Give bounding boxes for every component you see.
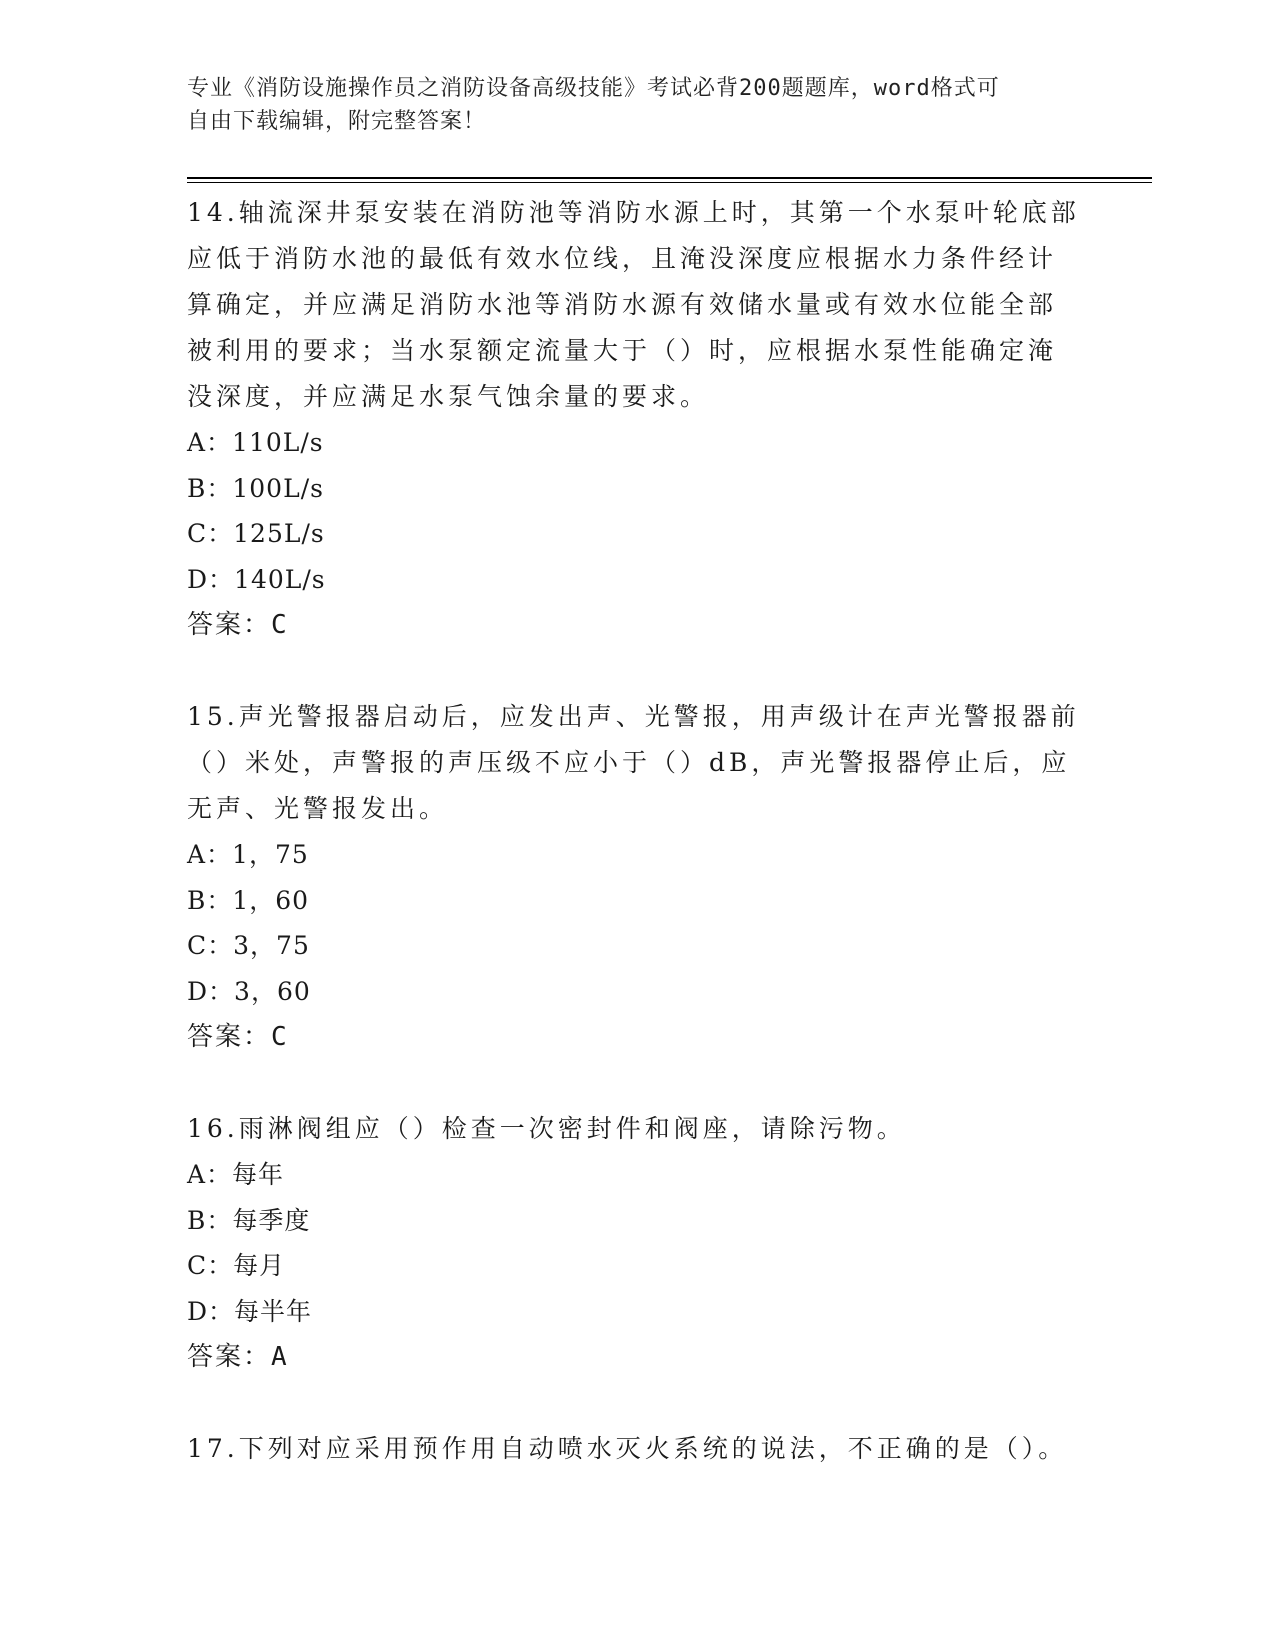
question-stem-line: （）米处，声警报的声压级不应小于（）dB，声光警报器停止后，应	[187, 748, 1071, 777]
question-spacer	[187, 1060, 1087, 1106]
question-stem-line: 17.下列对应采用预作用自动喷水灭火系统的说法，不正确的是（）。	[187, 1434, 1068, 1463]
question-stem-line: 无声、光警报发出。	[187, 794, 449, 823]
header-divider-thin	[187, 182, 1152, 183]
option-a: A：1，75	[187, 840, 309, 869]
question-block	[187, 694, 1087, 1060]
question-block	[187, 1106, 1087, 1380]
option-b: B：100L/s	[187, 473, 324, 503]
question-block	[187, 1426, 1087, 1472]
header-title-line-2: 自由下载编辑，附完整答案！	[187, 109, 487, 134]
question-stem-line: 没深度，并应满足水泵气蚀余量的要求。	[187, 382, 710, 411]
header-title-line-1: 专业《消防设施操作员之消防设备高级技能》考试必背200题题库，word格式可	[187, 76, 1000, 101]
question-list	[187, 190, 1087, 1472]
question-stem-line: 应低于消防水池的最低有效水位线，且淹没深度应根据水力条件经计	[187, 244, 1058, 273]
option-d: D：140L/s	[187, 564, 326, 594]
option-b: B：1，60	[187, 885, 310, 915]
header-divider-thick	[187, 177, 1152, 179]
question-stem-line: 算确定，并应满足消防水池等消防水源有效储水量或有效水位能全部	[187, 290, 1058, 319]
question-spacer	[187, 648, 1087, 694]
option-c: C：125L/s	[187, 519, 325, 548]
option-d: D：3，60	[187, 976, 311, 1006]
option-c: C：每月	[187, 1251, 286, 1280]
option-d: D：每半年	[187, 1296, 313, 1326]
option-a: A：每年	[187, 1160, 285, 1189]
answer-line: 答案：C	[187, 610, 289, 640]
option-c: C：3，75	[187, 931, 310, 960]
question-stem-line: 被利用的要求；当水泵额定流量大于（）时，应根据水泵性能确定淹	[187, 336, 1058, 365]
option-a: A：110L/s	[187, 428, 324, 457]
question-stem-line: 15.声光警报器启动后，应发出声、光警报，用声级计在声光警报器前	[187, 702, 1080, 731]
question-stem-line: 16.雨淋阀组应（）检查一次密封件和阀座，请除污物。	[187, 1114, 906, 1143]
option-b: B：每季度	[187, 1205, 311, 1235]
question-spacer	[187, 1380, 1087, 1426]
question-block	[187, 190, 1087, 648]
answer-line: 答案：C	[187, 1022, 289, 1052]
answer-line: 答案：A	[187, 1342, 289, 1372]
question-stem-line: 14.轴流深井泵安装在消防池等消防水源上时，其第一个水泵叶轮底部	[187, 198, 1080, 227]
document-header	[187, 72, 1067, 138]
